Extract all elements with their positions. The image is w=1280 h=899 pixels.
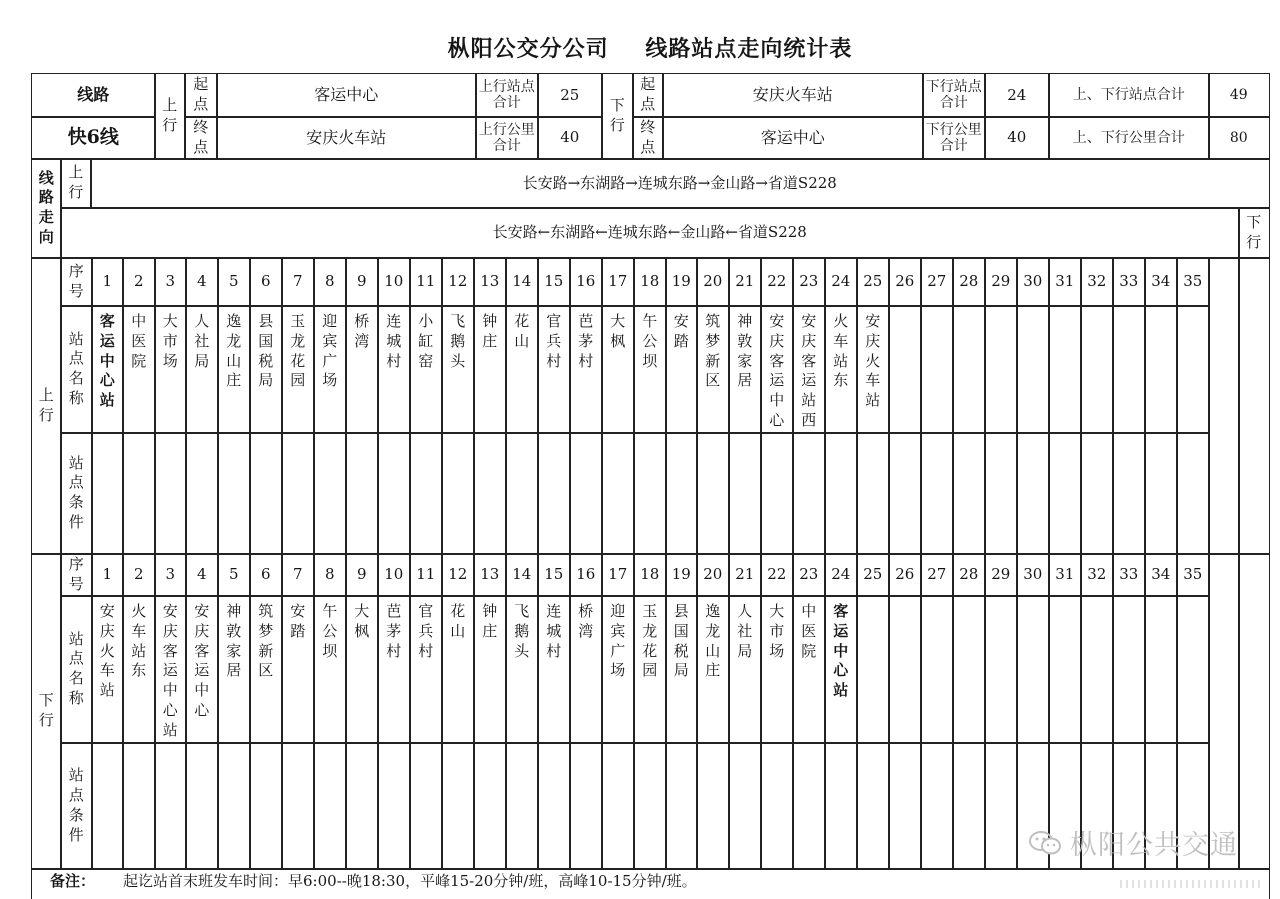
up-end-station: 安庆火车站 xyxy=(216,116,477,160)
up-seq-28: 28 xyxy=(952,257,986,307)
down-seq-18: 18 xyxy=(633,553,667,597)
down-station-empty xyxy=(888,595,922,744)
up-seq-34: 34 xyxy=(1144,257,1178,307)
up-station-empty xyxy=(1112,305,1146,434)
up-station-empty xyxy=(952,305,986,434)
up-end-label: 终 点 xyxy=(184,116,218,160)
down-station-3: 安 庆 客 运 中 心 站 xyxy=(154,595,187,744)
down-station-6: 筑 梦 新 区 xyxy=(249,595,283,744)
up-station-empty xyxy=(888,305,922,434)
down-seq-14: 14 xyxy=(505,553,539,597)
down-seq-23: 23 xyxy=(792,553,826,597)
down-station-4: 安 庆 客 运 中 心 xyxy=(185,595,219,744)
direction-up-path: 长安路→东湖路→连城东路→金山路→省道S228 xyxy=(90,158,1270,209)
total-stops-label: 上、下行站点合计 xyxy=(1048,73,1210,118)
down-margin-column xyxy=(1238,553,1270,870)
down-cond-17 xyxy=(601,742,635,870)
down-cond-29 xyxy=(984,742,1018,870)
up-cond-32 xyxy=(1080,432,1114,555)
down-seq-34: 34 xyxy=(1144,553,1178,597)
down-seq-21: 21 xyxy=(728,553,762,597)
up-station-9: 桥 湾 xyxy=(345,305,379,434)
down-cond-13 xyxy=(473,742,507,870)
down-station-8: 午 公 坝 xyxy=(313,595,347,744)
down-seq-3: 3 xyxy=(154,553,187,597)
up-cond-31 xyxy=(1048,432,1082,555)
down-station-19: 县 国 税 局 xyxy=(665,595,698,744)
up-section-label: 上 行 xyxy=(31,257,62,555)
up-cond-12 xyxy=(441,432,475,555)
down-station-11: 官 兵 村 xyxy=(409,595,443,744)
down-cond-24 xyxy=(824,742,858,870)
down-cond-19 xyxy=(665,742,698,870)
up-seq-19: 19 xyxy=(665,257,698,307)
up-seq-7: 7 xyxy=(281,257,315,307)
up-spare-column xyxy=(1208,257,1240,555)
up-seq-22: 22 xyxy=(760,257,794,307)
up-station-15: 官 兵 村 xyxy=(537,305,571,434)
up-seq-16: 16 xyxy=(569,257,603,307)
down-end-station: 客运中心 xyxy=(662,116,924,160)
down-seq-4: 4 xyxy=(185,553,219,597)
down-seq-9: 9 xyxy=(345,553,379,597)
up-seq-30: 30 xyxy=(1016,257,1050,307)
up-station-5: 逸 龙 山 庄 xyxy=(217,305,251,434)
up-seq-27: 27 xyxy=(920,257,954,307)
up-cond-28 xyxy=(952,432,986,555)
down-cond-25 xyxy=(856,742,890,870)
up-cond-19 xyxy=(665,432,698,555)
up-seq-5: 5 xyxy=(217,257,251,307)
down-seq-15: 15 xyxy=(537,553,571,597)
up-seq-33: 33 xyxy=(1112,257,1146,307)
down-section-label: 下 行 xyxy=(31,553,62,870)
up-cond-15 xyxy=(537,432,571,555)
down-station-empty xyxy=(1112,595,1146,744)
down-seq-22: 22 xyxy=(760,553,794,597)
up-station-16: 芭 茅 村 xyxy=(569,305,603,434)
up-km-value: 40 xyxy=(537,116,603,160)
up-km-label: 上行公里合计 xyxy=(475,116,539,160)
up-station-11: 小 缸 窑 xyxy=(409,305,443,434)
down-seq-35: 35 xyxy=(1176,553,1210,597)
up-station-13: 钟 庄 xyxy=(473,305,507,434)
down-seq-27: 27 xyxy=(920,553,954,597)
up-station-23: 安 庆 客 运 站 西 xyxy=(792,305,826,434)
down-station-empty xyxy=(1016,595,1050,744)
up-cond-23 xyxy=(792,432,826,555)
down-cond-11 xyxy=(409,742,443,870)
down-station-20: 逸 龙 山 庄 xyxy=(696,595,730,744)
up-cond-4 xyxy=(185,432,219,555)
down-cond-22 xyxy=(760,742,794,870)
up-cond-5 xyxy=(217,432,251,555)
down-cond-8 xyxy=(313,742,347,870)
down-cond-5 xyxy=(217,742,251,870)
notes-label: 备注： xyxy=(50,872,96,890)
up-seq-32: 32 xyxy=(1080,257,1114,307)
up-cond-33 xyxy=(1112,432,1146,555)
total-km-label: 上、下行公里合计 xyxy=(1048,116,1210,160)
up-station-empty xyxy=(984,305,1018,434)
down-seq-19: 19 xyxy=(665,553,698,597)
up-seq-25: 25 xyxy=(856,257,890,307)
up-cond-1 xyxy=(91,432,124,555)
down-station-12: 花 山 xyxy=(441,595,475,744)
down-station-24: 客 运 中 心 站 xyxy=(824,595,858,744)
page-title xyxy=(0,32,1280,63)
down-cond-9 xyxy=(345,742,379,870)
up-cond-11 xyxy=(409,432,443,555)
route-direction-label: 线 路 走 向 xyxy=(31,158,62,259)
total-stops-value: 49 xyxy=(1208,73,1270,118)
up-cond-25 xyxy=(856,432,890,555)
up-seq-label: 序 号 xyxy=(60,257,93,307)
down-station-empty xyxy=(952,595,986,744)
down-seq-7: 7 xyxy=(281,553,315,597)
route-label: 线路 xyxy=(31,73,156,118)
up-station-10: 连 城 村 xyxy=(377,305,411,434)
up-cond-3 xyxy=(154,432,187,555)
down-start-station: 安庆火车站 xyxy=(662,73,924,118)
up-cond-14 xyxy=(505,432,539,555)
up-station-22: 安 庆 客 运 中 心 xyxy=(760,305,794,434)
down-cond-7 xyxy=(281,742,315,870)
up-station-14: 花 山 xyxy=(505,305,539,434)
up-cond-7 xyxy=(281,432,315,555)
up-seq-8: 8 xyxy=(313,257,347,307)
down-cond-label: 站 点 条 件 xyxy=(60,742,93,870)
up-cond-label: 站 点 条 件 xyxy=(60,432,93,555)
notes-text: 起讫站首末班发车时间：早6:00--晚18:30，平峰15-20分钟/班，高峰10-15分钟/班。 xyxy=(123,872,697,890)
up-seq-1: 1 xyxy=(91,257,124,307)
up-cond-27 xyxy=(920,432,954,555)
up-cond-20 xyxy=(696,432,730,555)
down-station-empty xyxy=(856,595,890,744)
down-end-label: 终 点 xyxy=(632,116,664,160)
down-cond-15 xyxy=(537,742,571,870)
down-seq-25: 25 xyxy=(856,553,890,597)
up-seq-29: 29 xyxy=(984,257,1018,307)
route-name: 快6线 xyxy=(31,116,156,160)
down-station-17: 迎 宾 广 场 xyxy=(601,595,635,744)
up-seq-23: 23 xyxy=(792,257,826,307)
down-cond-21 xyxy=(728,742,762,870)
down-cond-12 xyxy=(441,742,475,870)
down-station-9: 大 枫 xyxy=(345,595,379,744)
down-cond-4 xyxy=(185,742,219,870)
up-cond-8 xyxy=(313,432,347,555)
up-station-empty xyxy=(1016,305,1050,434)
up-station-25: 安 庆 火 车 站 xyxy=(856,305,890,434)
up-cond-29 xyxy=(984,432,1018,555)
down-seq-20: 20 xyxy=(696,553,730,597)
up-seq-18: 18 xyxy=(633,257,667,307)
down-station-7: 安 踏 xyxy=(281,595,315,744)
up-station-18: 午 公 坝 xyxy=(633,305,667,434)
down-seq-31: 31 xyxy=(1048,553,1082,597)
down-seq-16: 16 xyxy=(569,553,603,597)
up-seq-15: 15 xyxy=(537,257,571,307)
watermark-text: 枞阳公共交通 xyxy=(1070,830,1238,861)
up-stops-label: 上行站点合计 xyxy=(475,73,539,118)
company-name: 枞阳公交分公司 xyxy=(447,36,609,62)
down-seq-26: 26 xyxy=(888,553,922,597)
up-station-empty xyxy=(1048,305,1082,434)
document-title: 线路站点走向统计表 xyxy=(645,36,853,62)
down-stops-label: 下行站点合计 xyxy=(922,73,986,118)
up-cond-26 xyxy=(888,432,922,555)
down-station-empty xyxy=(1048,595,1082,744)
up-seq-2: 2 xyxy=(122,257,156,307)
down-cond-23 xyxy=(792,742,826,870)
down-station-15: 连 城 村 xyxy=(537,595,571,744)
up-cond-13 xyxy=(473,432,507,555)
down-seq-33: 33 xyxy=(1112,553,1146,597)
down-seq-2: 2 xyxy=(122,553,156,597)
up-seq-12: 12 xyxy=(441,257,475,307)
down-station-empty xyxy=(1144,595,1178,744)
up-station-empty xyxy=(1080,305,1114,434)
down-seq-17: 17 xyxy=(601,553,635,597)
up-cond-35 xyxy=(1176,432,1210,555)
down-station-22: 大 市 场 xyxy=(760,595,794,744)
up-seq-24: 24 xyxy=(824,257,858,307)
down-cond-27 xyxy=(920,742,954,870)
up-name-label: 站 点 名 称 xyxy=(60,305,93,434)
up-station-17: 大 枫 xyxy=(601,305,635,434)
down-seq-30: 30 xyxy=(1016,553,1050,597)
down-station-21: 人 社 局 xyxy=(728,595,762,744)
up-seq-20: 20 xyxy=(696,257,730,307)
up-cond-22 xyxy=(760,432,794,555)
wechat-icon xyxy=(1028,830,1062,856)
down-cond-26 xyxy=(888,742,922,870)
up-seq-4: 4 xyxy=(185,257,219,307)
down-cond-6 xyxy=(249,742,283,870)
down-seq-13: 13 xyxy=(473,553,507,597)
down-station-16: 桥 湾 xyxy=(569,595,603,744)
down-seq-label: 序 号 xyxy=(60,553,93,597)
up-station-2: 中 医 院 xyxy=(122,305,156,434)
down-seq-11: 11 xyxy=(409,553,443,597)
down-seq-28: 28 xyxy=(952,553,986,597)
up-station-1: 客 运 中 心 站 xyxy=(91,305,124,434)
up-station-21: 神 敦 家 居 xyxy=(728,305,762,434)
down-station-18: 玉 龙 花 园 xyxy=(633,595,667,744)
up-cond-18 xyxy=(633,432,667,555)
down-station-empty xyxy=(984,595,1018,744)
down-cond-14 xyxy=(505,742,539,870)
up-cond-6 xyxy=(249,432,283,555)
down-station-empty xyxy=(1080,595,1114,744)
up-station-empty xyxy=(1144,305,1178,434)
up-seq-10: 10 xyxy=(377,257,411,307)
down-stops-value: 24 xyxy=(984,73,1050,118)
down-seq-10: 10 xyxy=(377,553,411,597)
down-seq-8: 8 xyxy=(313,553,347,597)
up-cond-2 xyxy=(122,432,156,555)
up-station-empty xyxy=(1176,305,1210,434)
down-seq-29: 29 xyxy=(984,553,1018,597)
down-station-5: 神 敦 家 居 xyxy=(217,595,251,744)
down-cond-28 xyxy=(952,742,986,870)
up-cond-9 xyxy=(345,432,379,555)
up-seq-21: 21 xyxy=(728,257,762,307)
down-seq-12: 12 xyxy=(441,553,475,597)
up-start-label: 起 点 xyxy=(184,73,218,118)
down-start-label: 起 点 xyxy=(632,73,664,118)
up-direction-label: 上 行 xyxy=(154,73,186,160)
direction-down-label: 下 行 xyxy=(1238,207,1270,259)
down-km-label: 下行公里合计 xyxy=(922,116,986,160)
up-seq-14: 14 xyxy=(505,257,539,307)
down-name-label: 站 点 名 称 xyxy=(60,595,93,744)
up-cond-21 xyxy=(728,432,762,555)
down-station-10: 芭 茅 村 xyxy=(377,595,411,744)
down-seq-24: 24 xyxy=(824,553,858,597)
down-station-14: 飞 鹅 头 xyxy=(505,595,539,744)
down-seq-6: 6 xyxy=(249,553,283,597)
up-seq-11: 11 xyxy=(409,257,443,307)
watermark xyxy=(1028,823,1238,862)
direction-up-label: 上 行 xyxy=(60,158,92,209)
down-cond-1 xyxy=(91,742,124,870)
scan-noise xyxy=(1120,880,1260,888)
up-station-empty xyxy=(920,305,954,434)
total-km-value: 80 xyxy=(1208,116,1270,160)
up-station-8: 迎 宾 广 场 xyxy=(313,305,347,434)
down-station-23: 中 医 院 xyxy=(792,595,826,744)
up-stops-value: 25 xyxy=(537,73,603,118)
up-seq-6: 6 xyxy=(249,257,283,307)
direction-down-path: 长安路←东湖路←连城东路←金山路←省道S228 xyxy=(60,207,1240,259)
up-station-6: 县 国 税 局 xyxy=(249,305,283,434)
up-start-station: 客运中心 xyxy=(216,73,477,118)
down-station-1: 安 庆 火 车 站 xyxy=(91,595,124,744)
up-seq-13: 13 xyxy=(473,257,507,307)
up-station-4: 人 社 局 xyxy=(185,305,219,434)
down-station-2: 火 车 站 东 xyxy=(122,595,156,744)
up-margin-column xyxy=(1238,257,1270,555)
up-station-20: 筑 梦 新 区 xyxy=(696,305,730,434)
down-cond-18 xyxy=(633,742,667,870)
down-km-value: 40 xyxy=(984,116,1050,160)
down-station-empty xyxy=(920,595,954,744)
up-station-12: 飞 鹅 头 xyxy=(441,305,475,434)
down-cond-20 xyxy=(696,742,730,870)
up-station-3: 大 市 场 xyxy=(154,305,187,434)
up-cond-16 xyxy=(569,432,603,555)
down-seq-5: 5 xyxy=(217,553,251,597)
down-station-empty xyxy=(1176,595,1210,744)
up-cond-17 xyxy=(601,432,635,555)
up-seq-31: 31 xyxy=(1048,257,1082,307)
up-seq-26: 26 xyxy=(888,257,922,307)
up-station-19: 安 踏 xyxy=(665,305,698,434)
up-seq-17: 17 xyxy=(601,257,635,307)
down-seq-1: 1 xyxy=(91,553,124,597)
up-seq-3: 3 xyxy=(154,257,187,307)
down-cond-3 xyxy=(154,742,187,870)
down-cond-10 xyxy=(377,742,411,870)
down-cond-2 xyxy=(122,742,156,870)
down-seq-32: 32 xyxy=(1080,553,1114,597)
up-station-7: 玉 龙 花 园 xyxy=(281,305,315,434)
up-cond-10 xyxy=(377,432,411,555)
up-seq-9: 9 xyxy=(345,257,379,307)
down-station-13: 钟 庄 xyxy=(473,595,507,744)
down-direction-label: 下 行 xyxy=(601,73,634,160)
up-cond-30 xyxy=(1016,432,1050,555)
up-cond-34 xyxy=(1144,432,1178,555)
down-cond-16 xyxy=(569,742,603,870)
notes-row xyxy=(31,868,1270,899)
up-cond-24 xyxy=(824,432,858,555)
up-seq-35: 35 xyxy=(1176,257,1210,307)
up-station-24: 火 车 站 东 xyxy=(824,305,858,434)
